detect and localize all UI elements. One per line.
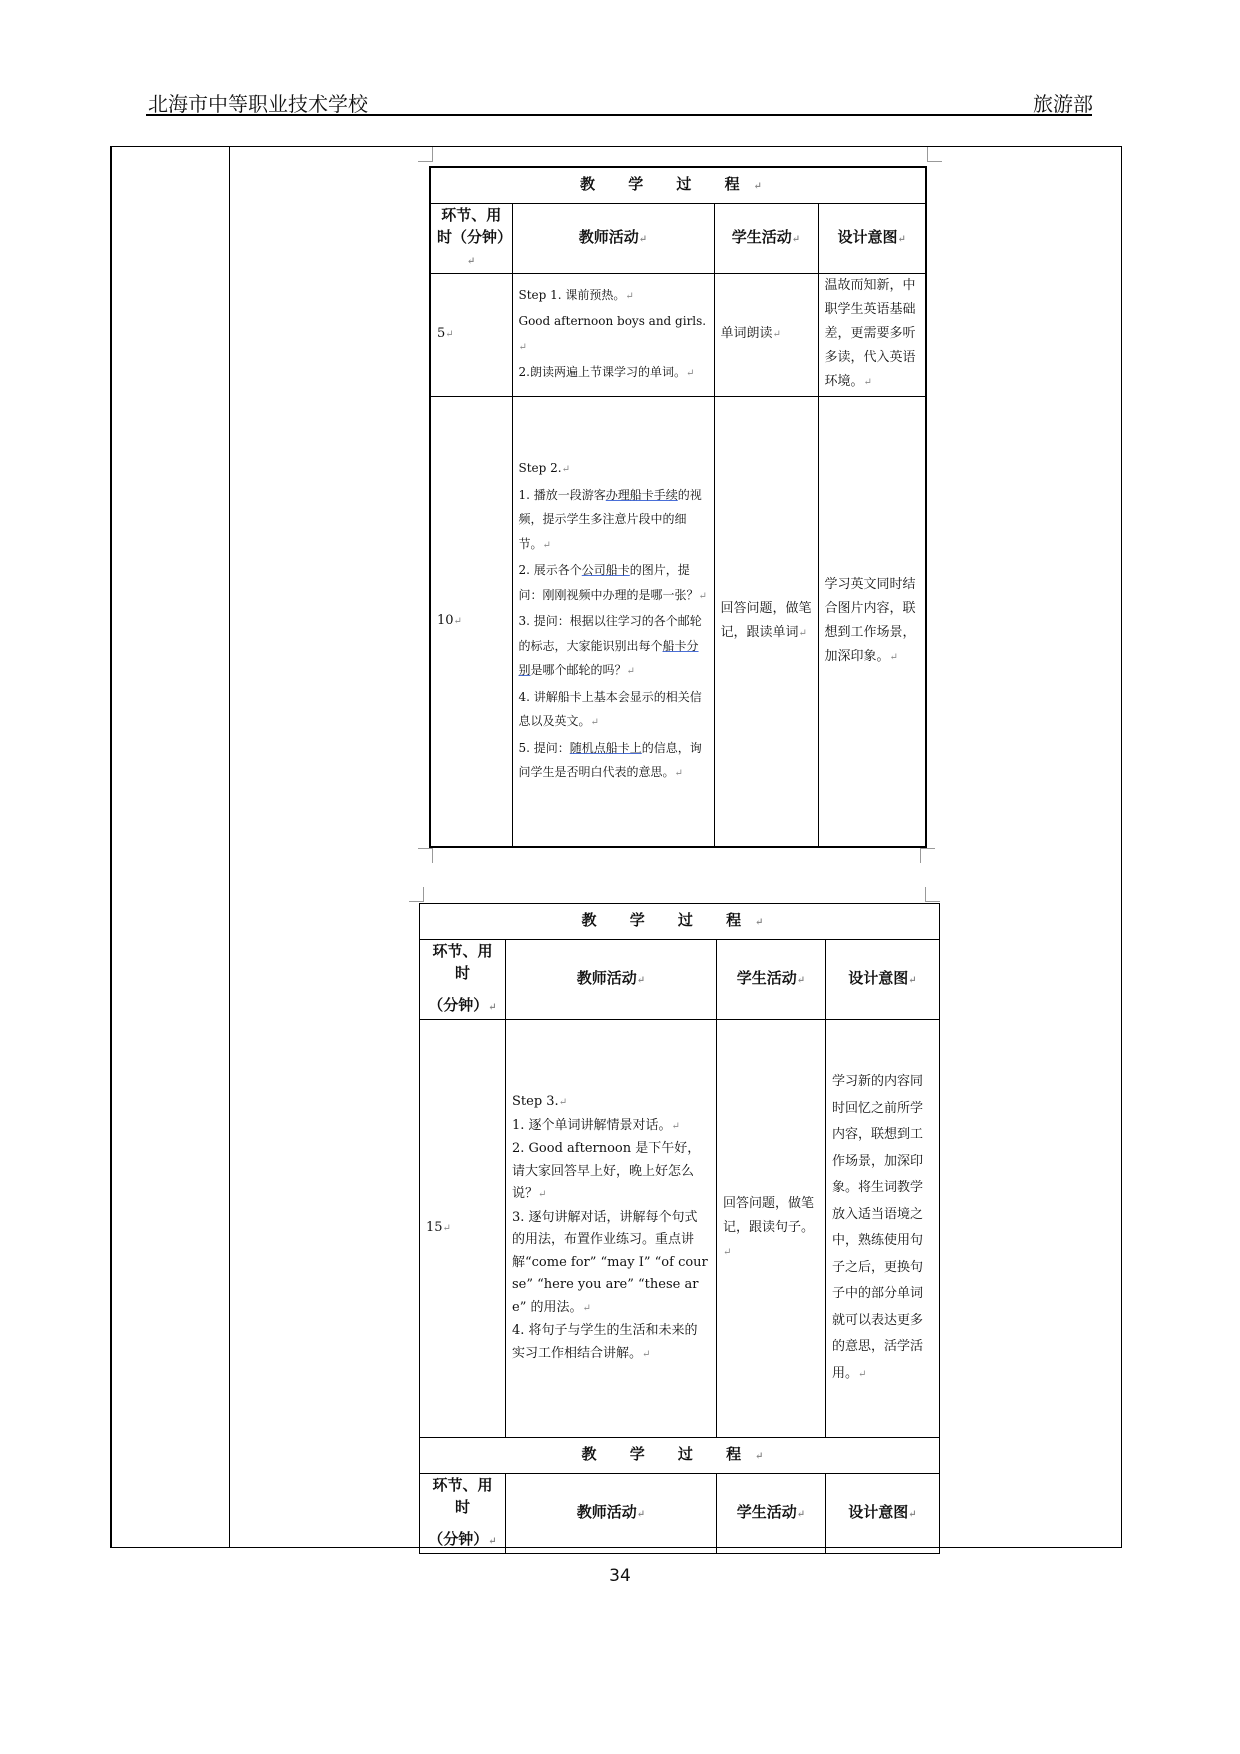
activity-line: 4. 讲解船卡上基本会显示的相关信息以及英文。↵ (518, 689, 702, 728)
activity-line: 2.朗读两遍上节课学习的单词。↵ (518, 365, 695, 379)
time-cell: 10↵ (430, 396, 512, 847)
activity-line: 3. 逐句讲解对话，讲解每个句式的用法，布置作业练习。重点讲解“come for” “may I” “of course” “here you are” “these are” 的用法。↵ (512, 1209, 708, 1315)
table-title: 教 学 过 程↵ (420, 904, 940, 940)
design-intent-cell: 学习英文同时结合图片内容，联想到工作场景，加深印象。↵ (818, 396, 926, 847)
header-department: 旅游部 (1033, 92, 1093, 116)
col-header-intent: 设计意图↵ (818, 203, 926, 273)
crop-mark (409, 887, 424, 902)
crop-mark (925, 887, 940, 902)
col-header-time: 环节、用时 （分钟）↵ (420, 1474, 506, 1554)
col-header-time: 环节、用时 （分钟）↵ (420, 940, 506, 1020)
col-header-time: 环节、用时（分钟）↵ (430, 203, 512, 273)
activity-line: Step 3.↵ (512, 1094, 568, 1109)
crop-mark (927, 147, 942, 162)
crop-mark (418, 147, 433, 162)
col-header-student: 学生活动↵ (717, 940, 826, 1020)
table-title: 教 学 过 程↵ (430, 167, 926, 203)
crop-mark (920, 848, 935, 863)
col-header-intent: 设计意图↵ (826, 940, 940, 1020)
header-school: 北海市中等职业技术学校 (148, 92, 368, 116)
col-header-student: 学生活动↵ (717, 1474, 826, 1554)
activity-line: 5. 提问：随机点船卡上的信息，询问学生是否明白代表的意思。↵ (518, 740, 702, 779)
activity-line: 1. 逐个单词讲解情景对话。↵ (512, 1117, 680, 1133)
page-number: 34 (609, 1566, 631, 1586)
activity-line: Good afternoon boys and girls.↵ (518, 314, 707, 353)
process-table-snippet-1 (429, 166, 927, 848)
teacher-activity-cell (506, 1020, 717, 1438)
process-table-snippet-2 (419, 903, 940, 1554)
col-header-teacher: 教师活动↵ (506, 1474, 717, 1554)
col-header-intent: 设计意图↵ (826, 1474, 940, 1554)
activity-line: 2. 展示各个公司船卡的图片，提问：刚刚视频中办理的是哪一张？↵ (518, 563, 707, 602)
activity-line: 4. 将句子与学生的生活和未来的实习工作相结合讲解。↵ (512, 1323, 698, 1361)
student-activity-cell: 回答问题，做笔记，跟读句子。↵ (717, 1020, 826, 1438)
design-intent-cell: 学习新的内容同时回忆之前所学内容，联想到工作场景，加深印象。将生词教学放入适当语境之中，熟练使用句子之后，更换句子中的部分单词就可以表达更多的意思，活学活用。↵ (826, 1020, 940, 1438)
student-activity-cell: 单词朗读↵ (714, 273, 818, 396)
col-header-teacher: 教师活动↵ (512, 203, 714, 273)
crop-mark (418, 848, 433, 863)
col-header-student: 学生活动↵ (714, 203, 818, 273)
student-activity-cell: 回答问题，做笔记，跟读单词↵ (714, 396, 818, 847)
design-intent-cell: 温故而知新，中职学生英语基础差，更需要多听多读，代入英语环境。↵ (818, 273, 926, 396)
activity-line: 1. 播放一段游客办理船卡手续的视频，提示学生多注意片段中的细节。↵ (518, 487, 702, 551)
table-title: 教 学 过 程↵ (420, 1438, 940, 1474)
teacher-activity-cell (512, 273, 714, 396)
time-cell: 15↵ (420, 1020, 506, 1438)
activity-line: Step 2.↵ (518, 461, 570, 475)
header-rule (146, 114, 1092, 116)
activity-line: 3. 提问：根据以往学习的各个邮轮的标志，大家能识别出每个船卡分别是哪个邮轮的吗？↵ (518, 614, 702, 677)
activity-line: 2. Good afternoon 是下午好，请大家回答早上好，晚上好怎么说？↵ (512, 1141, 701, 1201)
time-cell: 5↵ (430, 273, 512, 396)
activity-line: Step 1. 课前预热。↵ (518, 287, 634, 302)
outer-column-divider (229, 147, 230, 1547)
col-header-teacher: 教师活动↵ (506, 940, 717, 1020)
teacher-activity-cell (512, 396, 714, 847)
